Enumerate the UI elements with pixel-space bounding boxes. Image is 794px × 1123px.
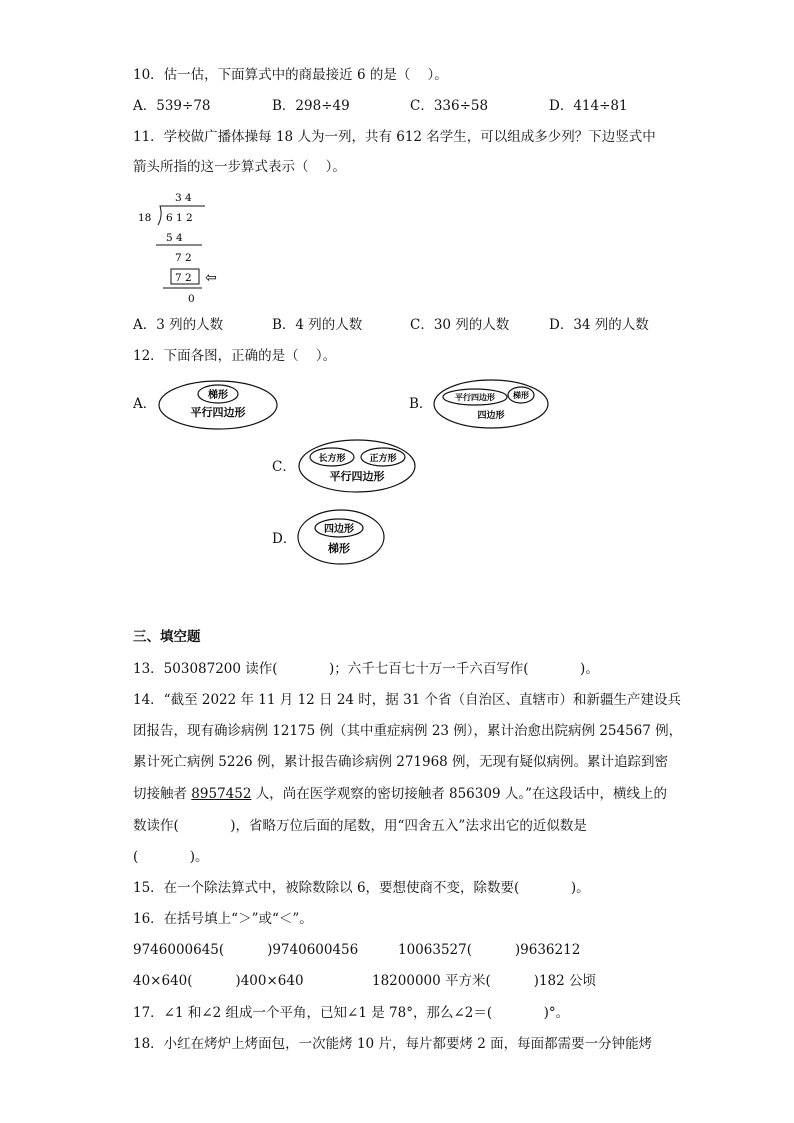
q14-line4-suffix: 人，尚在医学观察的密切接触者 856309 人。”在这段话中，横线上的	[251, 786, 667, 802]
venn-d-outer-label: 梯形	[328, 542, 350, 555]
q14-line4	[133, 785, 667, 803]
q18-text: 18．小红在烤炉上烤面包，一次能烤 10 片，每片都要烤 2 面，每面都需要一分钟能烤	[133, 1036, 653, 1052]
q12-label-d: D．	[272, 531, 297, 547]
q16-row1-right: 10063527( )9636212	[398, 942, 581, 958]
venn-diagram-d	[297, 508, 387, 566]
venn-a-inner-label: 梯形	[208, 390, 228, 401]
q10-stem: 10．估一估，下面算式中的商最接近 6 的是（ ）。	[133, 67, 448, 83]
q14-underlined-number: 8957452	[191, 786, 252, 802]
q13-text: 13．503087200 读作( )；六千七百七十万一千六百写作( )。	[133, 661, 599, 677]
q11-stem-line1: 11．学校做广播体操每 18 人为一列，共有 612 名学生，可以组成多少列？下边竖式中	[133, 129, 656, 145]
q12-label-c: C．	[272, 459, 296, 475]
venn-diagram-c	[297, 438, 417, 496]
venn-c-outer-label: 平行四边形	[329, 470, 385, 483]
venn-b-outer-label: 四边形	[477, 411, 505, 421]
q14-line3: 累计死亡病例 5226 例，累计报告确诊病例 271968 例，无现有疑似病例。累计追踪到密	[133, 754, 669, 770]
division-step1: 5 4	[166, 232, 183, 244]
q14-line5: 数读作( )，省略万位后面的尾数，用“四舍五入”法求出它的近似数是	[133, 818, 587, 834]
division-step2: 7 2	[175, 252, 192, 264]
division-divisor: 18	[138, 212, 152, 224]
section-3-title: 三、填空题	[133, 629, 201, 645]
venn-diagram-b	[433, 378, 551, 430]
q10-option-d: D．414÷81	[549, 98, 628, 114]
q10-option-b: B．298÷49	[272, 98, 350, 114]
q11-option-d: D．34 列的人数	[549, 317, 649, 333]
q12-label-a: A．	[133, 396, 157, 412]
q17-text: 17．∠1 和∠2 组成一个平角，已知∠1 是 78°，那么∠2＝( )°。	[133, 1005, 570, 1021]
q16-row1-left: 9746000645( )9740600456	[133, 942, 359, 958]
q11-stem-line2: 箭头所指的这一步算式表示（ ）。	[133, 159, 346, 175]
division-quotient: 3 4	[175, 192, 192, 204]
q12-stem: 12．下面各图，正确的是（ ）。	[133, 348, 337, 364]
venn-c-inner2-label: 正方形	[369, 454, 397, 464]
q12-label-b: B．	[409, 396, 433, 412]
q15-text: 15．在一个除法算式中，被除数除以 6，要想使商不变，除数要( )。	[133, 880, 590, 896]
q11-option-b: B．4 列的人数	[272, 317, 363, 333]
venn-diagram-a	[158, 380, 280, 432]
left-arrow-icon: ⇦	[205, 270, 217, 286]
venn-d-inner-label: 四边形	[324, 524, 354, 535]
q11-option-c: C．30 列的人数	[410, 317, 510, 333]
division-dividend: 6 1 2	[166, 212, 193, 224]
q14-line2: 团报告，现有确诊病例 12175 例（其中重症病例 23 例），累计治愈出院病例 254567 例，	[133, 723, 683, 739]
q10-option-c: C．336÷58	[410, 98, 489, 114]
q14-line6: ( )。	[133, 849, 209, 865]
division-remainder: 0	[188, 293, 195, 305]
venn-c-inner1-label: 长方形	[318, 454, 346, 464]
venn-b-inner2-label: 梯形	[513, 391, 529, 400]
q16-row2-right: 18200000 平方米( )182 公顷	[372, 973, 597, 989]
venn-a-outer-label: 平行四边形	[190, 406, 246, 419]
long-division-figure	[130, 188, 240, 308]
q14-line1: 14．“截至 2022 年 11 月 12 日 24 时，据 31 个省（自治区、直辖市）和新疆生产建设兵	[133, 692, 682, 708]
q14-line4-prefix: 切接触者	[133, 786, 192, 802]
q11-option-a: A．3 列的人数	[133, 317, 224, 333]
venn-b-inner1-label: 平行四边形	[455, 393, 495, 402]
q16-stem: 16．在括号填上“＞”或“＜”。	[133, 911, 313, 927]
q16-row2-left: 40×640( )400×640	[133, 973, 304, 989]
division-step3: 7 2	[175, 272, 192, 284]
q10-option-a: A．539÷78	[133, 98, 211, 114]
